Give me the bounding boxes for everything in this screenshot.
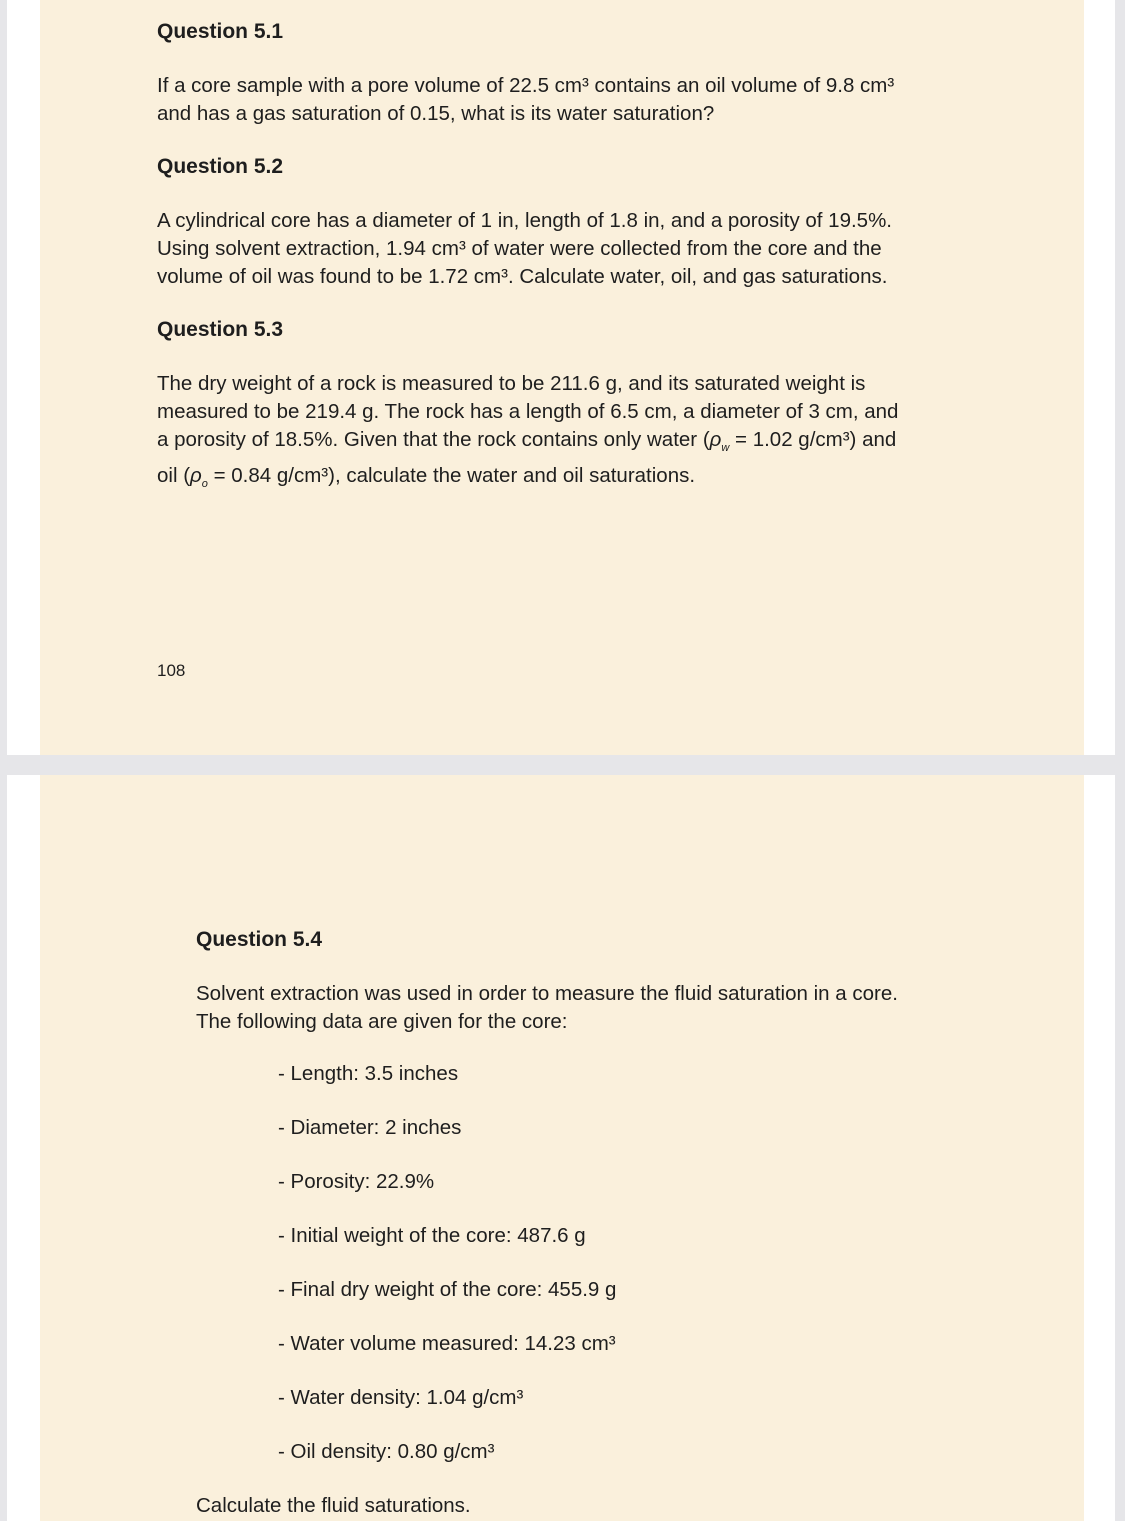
list-item: - Initial weight of the core: 487.6 g [278, 1224, 586, 1247]
question-5-4-title: Question 5.4 [196, 928, 323, 951]
list-item: - Porosity: 22.9% [278, 1170, 435, 1193]
list-item: - Final dry weight of the core: 455.9 g [278, 1278, 617, 1301]
question-5-4-line-2: The following data are given for the core: [196, 1010, 568, 1033]
question-5-3-body [157, 370, 898, 498]
question-5-1 [157, 20, 283, 44]
question-5-2-line-3: volume of oil was found to be 1.72 cm³. Calculate water, oil, and gas saturations. [157, 265, 888, 288]
question-5-2-line-2: Using solvent extraction, 1.94 cm³ of water were collected from the core and the [157, 237, 882, 260]
page-1 [7, 0, 1115, 755]
question-5-1-line-1: If a core sample with a pore volume of 22.5 cm³ contains an oil volume of 9.8 cm³ [157, 74, 895, 97]
question-5-2-body [157, 207, 892, 291]
question-5-2 [157, 155, 283, 179]
question-5-3-title: Question 5.3 [157, 318, 284, 341]
question-5-1-line-2: and has a gas saturation of 0.15, what is its water saturation? [157, 102, 715, 125]
question-5-4-closing [196, 1492, 471, 1520]
closing-instruction: Calculate the fluid saturations. [196, 1494, 471, 1517]
question-5-4 [196, 928, 322, 952]
question-5-3-line-4: oil ($\rho_o = 0.84$ g/cm³), calculate the water and oil saturations. [157, 464, 696, 491]
question-5-1-title: Question 5.1 [157, 20, 284, 43]
rho-symbol: ρ [190, 464, 202, 488]
subscript-o: o [201, 478, 208, 491]
list-item: - Oil density: 0.80 g/cm³ [278, 1440, 495, 1463]
list-item: - Diameter: 2 inches [278, 1116, 462, 1139]
question-5-2-title: Question 5.2 [157, 155, 284, 178]
list-item: - Water density: 1.04 g/cm³ [278, 1386, 524, 1409]
subscript-w: w [721, 442, 730, 455]
page-number: 108 [157, 661, 186, 680]
list-item: - Length: 3.5 inches [278, 1062, 459, 1085]
question-5-1-body [157, 72, 894, 128]
question-5-4-intro [196, 980, 898, 1036]
question-5-3 [157, 318, 283, 342]
question-5-2-line-1: A cylindrical core has a diameter of 1 in, length of 1.8 in, and a porosity of 19.5%. [157, 209, 893, 232]
core-data-list [278, 1062, 616, 1494]
page-2 [7, 775, 1115, 1521]
question-5-3-line-2: measured to be 219.4 g. The rock has a length of 6.5 cm, a diameter of 3 cm, and [157, 400, 899, 423]
question-5-3-line-3: a porosity of 18.5%. Given that the rock contains only water ($\rho_w = 1.02$ g/cm³) and [157, 428, 897, 455]
question-5-4-line-1: Solvent extraction was used in order to measure the fluid saturation in a core. [196, 982, 898, 1005]
question-5-3-line-1: The dry weight of a rock is measured to be 211.6 g, and its saturated weight is [157, 372, 866, 395]
rho-symbol: ρ [709, 428, 722, 451]
list-item: - Water volume measured: 14.23 cm³ [278, 1332, 616, 1355]
